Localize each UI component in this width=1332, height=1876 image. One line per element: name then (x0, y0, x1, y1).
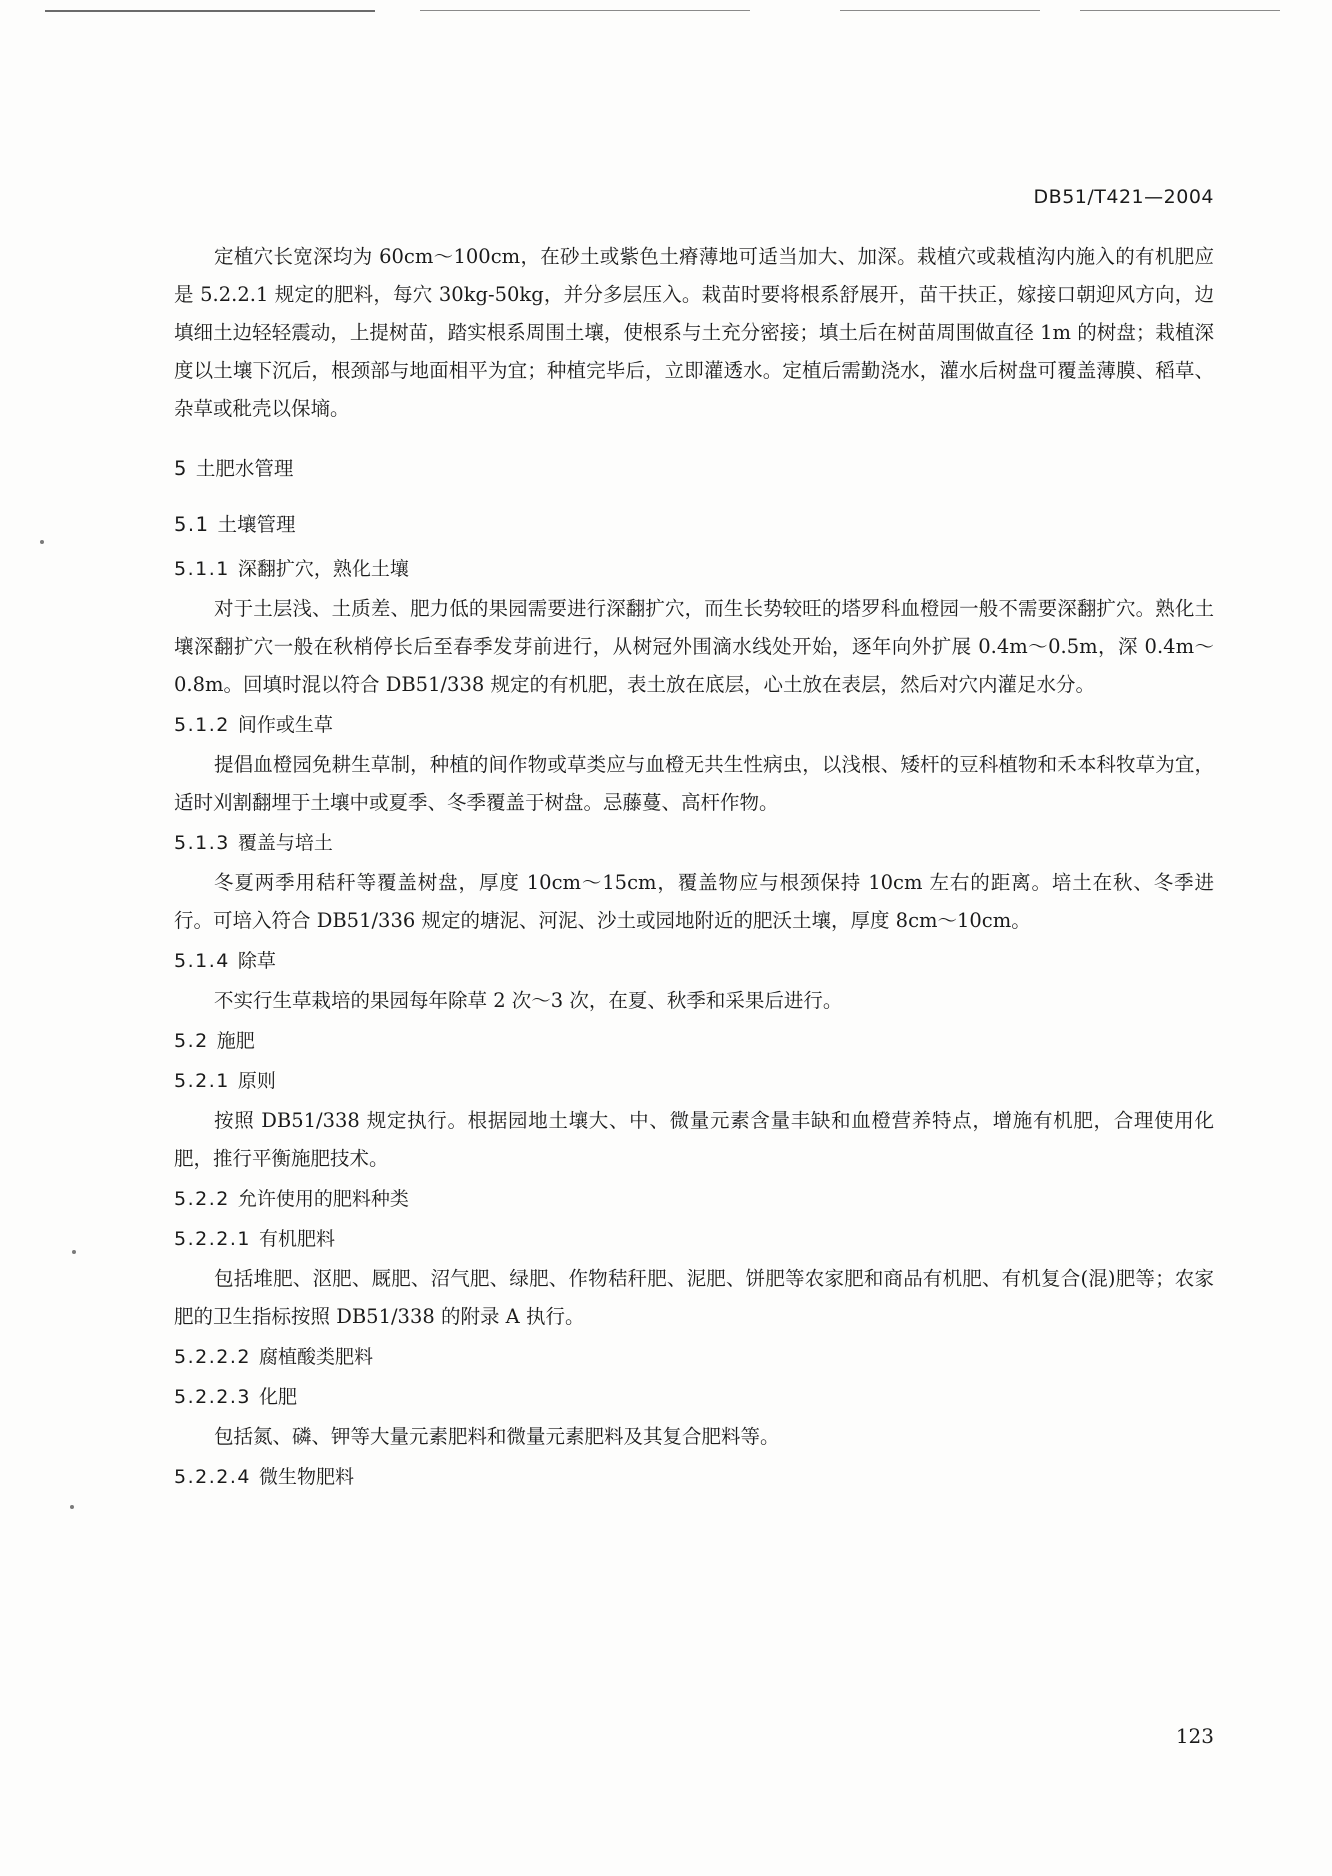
section-title: 土肥水管理 (195, 457, 294, 480)
section-5-1-2-text: 提倡血橙园免耕生草制，种植的间作物或草类应与血橙无共生性病虫，以浅根、矮杆的豆科植物和禾本科牧草为宜，适时刈割翻埋于土壤中或夏季、冬季覆盖于树盘。忌藤蔓、高杆作物。 (174, 753, 1214, 814)
section-title: 土壤管理 (217, 513, 296, 536)
section-title: 除草 (237, 950, 276, 972)
section-number: 5.2.2.2 (174, 1346, 251, 1368)
section-number: 5.1.2 (174, 714, 230, 736)
section-heading-5-2-2-4 (174, 1458, 1214, 1496)
page-number: 123 (1175, 1724, 1214, 1748)
scan-top-rule (840, 10, 1040, 11)
scan-top-rule (45, 10, 375, 12)
section-title: 腐植酸类肥料 (258, 1346, 373, 1368)
document-code: DB51/T421—2004 (1033, 186, 1214, 208)
section-heading-5-1 (174, 506, 1214, 544)
scan-speck (72, 1250, 76, 1254)
section-heading-5-2-2-3 (174, 1378, 1214, 1416)
section-number: 5.2.2.3 (174, 1386, 251, 1408)
section-5-1-3-text: 冬夏两季用秸秆等覆盖树盘，厚度 10cm～15cm，覆盖物应与根颈保持 10cm 左右的距离。培土在秋、冬季进行。可培入符合 DB51/336 规定的塘泥、河泥、沙土或园地附近的肥沃土壤，厚度 8cm～10cm。 (174, 871, 1214, 932)
intro-paragraph: 定植穴长宽深均为 60cm～100cm，在砂土或紫色土瘠薄地可适当加大、加深。栽植穴或栽植沟内施入的有机肥应是 5.2.2.1 规定的肥料，每穴 30kg-50kg，并分多层压入。栽苗时要将根系舒展开，苗干扶正，嫁接口朝迎风方向，边填细土边轻轻震动，上提树苗，踏实根系周围土壤，使根系与土充分密接；填土后在树苗周围做直径 1m 的树盘；栽植深度以土壤下沉后，根颈部与地面相平为宜；种植完毕后，立即灌透水。定植后需勤浇水，灌水后树盘可覆盖薄膜、稻草、杂草或秕壳以保墒。 (174, 245, 1214, 420)
section-number: 5 (174, 457, 188, 480)
section-title: 覆盖与培土 (237, 832, 333, 854)
scan-top-rule (420, 10, 750, 11)
section-heading-5-1-3 (174, 824, 1214, 862)
section-number: 5.2.2 (174, 1188, 230, 1210)
section-heading-5 (174, 450, 1214, 488)
section-title: 间作或生草 (237, 714, 333, 736)
section-heading-5-2-1 (174, 1062, 1214, 1100)
section-number: 5.1.3 (174, 832, 230, 854)
scan-speck (40, 540, 44, 544)
section-5-1-1-text: 对于土层浅、土质差、肥力低的果园需要进行深翻扩穴，而生长势较旺的塔罗科血橙园一般不需要深翻扩穴。熟化土壤深翻扩穴一般在秋梢停长后至春季发芽前进行，从树冠外围滴水线处开始，逐年向外扩展 0.4m～0.5m，深 0.4m～0.8m。回填时混以符合 DB51/338 规定的有机肥，表土放在底层，心土放在表层，然后对穴内灌足水分。 (174, 597, 1214, 696)
section-number: 5.2.1 (174, 1070, 230, 1092)
section-title: 原则 (237, 1070, 276, 1092)
section-5-2-2-1-text: 包括堆肥、沤肥、厩肥、沼气肥、绿肥、作物秸秆肥、泥肥、饼肥等农家肥和商品有机肥、有机复合(混)肥等；农家肥的卫生指标按照 DB51/338 的附录 A 执行。 (174, 1267, 1214, 1328)
section-title: 施肥 (216, 1030, 255, 1052)
section-5-1-4-text: 不实行生草栽培的果园每年除草 2 次～3 次，在夏、秋季和采果后进行。 (214, 989, 843, 1012)
section-title: 深翻扩穴，熟化土壤 (237, 558, 409, 580)
section-number: 5.1.1 (174, 558, 230, 580)
section-5-2-2-3-text: 包括氮、磷、钾等大量元素肥料和微量元素肥料及其复合肥料等。 (214, 1425, 780, 1448)
section-heading-5-2 (174, 1022, 1214, 1060)
scan-top-rule (1080, 10, 1280, 11)
section-heading-5-2-2 (174, 1180, 1214, 1218)
section-heading-5-1-4 (174, 942, 1214, 980)
section-title: 有机肥料 (258, 1228, 335, 1250)
section-number: 5.1 (174, 513, 210, 536)
section-title: 微生物肥料 (258, 1466, 354, 1488)
section-5-2-1-text: 按照 DB51/338 规定执行。根据园地土壤大、中、微量元素含量丰缺和血橙营养特点，增施有机肥，合理使用化肥，推行平衡施肥技术。 (174, 1109, 1214, 1170)
scan-speck (70, 1505, 74, 1509)
section-number: 5.2 (174, 1030, 209, 1052)
section-title: 化肥 (258, 1386, 297, 1408)
section-number: 5.2.2.4 (174, 1466, 251, 1488)
section-number: 5.1.4 (174, 950, 230, 972)
page-content (174, 238, 1214, 1498)
section-number: 5.2.2.1 (174, 1228, 251, 1250)
section-title: 允许使用的肥料种类 (237, 1188, 409, 1210)
section-heading-5-2-2-1 (174, 1220, 1214, 1258)
section-heading-5-1-1 (174, 550, 1214, 588)
section-heading-5-2-2-2 (174, 1338, 1214, 1376)
section-heading-5-1-2 (174, 706, 1214, 744)
